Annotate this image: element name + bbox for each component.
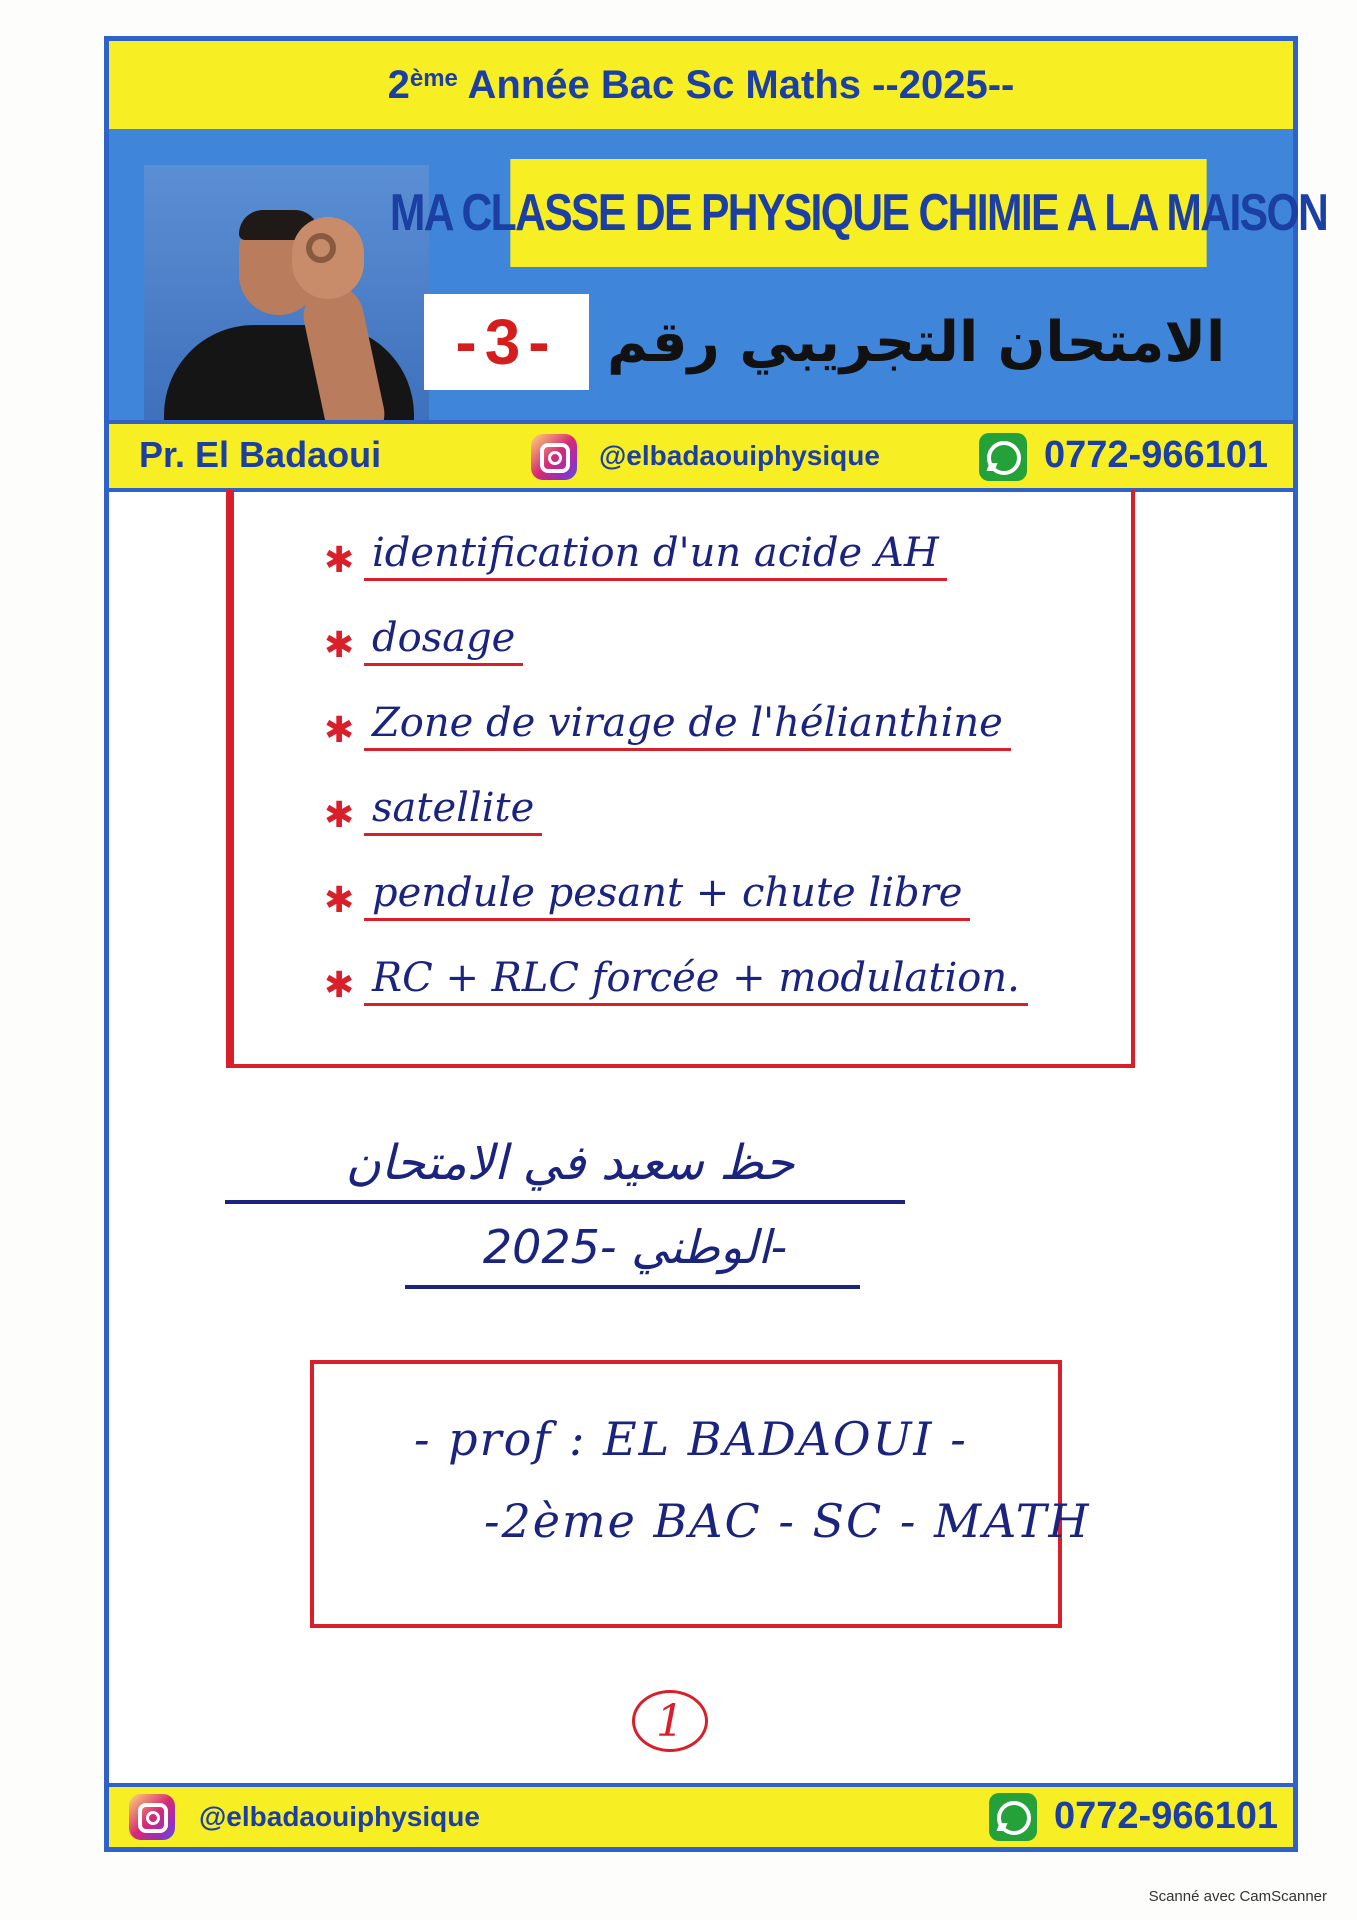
phone-number[interactable]: 0772-966101 — [1044, 434, 1268, 476]
footer-bar — [109, 1783, 1293, 1847]
exam-number: -3- — [424, 294, 589, 390]
signature-line-2: -2ème BAC - SC - MATH — [484, 1494, 1091, 1548]
asterisk-icon: ✱ — [324, 540, 355, 581]
wish-line-1: حظ سعيد في الامتحان — [345, 1135, 795, 1191]
footer-instagram-handle[interactable]: @elbadaouiphysique — [199, 1801, 480, 1832]
topics-box — [230, 490, 1135, 1068]
wish-line-2: الوطني -2025- — [482, 1220, 788, 1274]
topic-item — [324, 785, 542, 836]
asterisk-icon: ✱ — [324, 880, 355, 921]
topic-text: pendule pesant + chute libre — [364, 870, 970, 921]
topic-item — [324, 530, 947, 581]
grade-header — [109, 41, 1293, 129]
signature-line-1: - prof : EL BADAOUI - — [414, 1412, 968, 1466]
scanner-watermark: Scanné avec CamScanner — [1148, 1888, 1327, 1905]
topic-text: satellite — [364, 785, 542, 836]
grade-title: Année Bac Sc Maths --2025-- — [457, 62, 1015, 107]
instagram-handle[interactable]: @elbadaouiphysique — [599, 440, 880, 471]
banner — [109, 129, 1328, 459]
topic-item — [324, 700, 1011, 751]
grade-superscript: ème — [409, 65, 458, 92]
exam-heading — [424, 294, 1225, 390]
asterisk-icon: ✱ — [324, 625, 355, 666]
asterisk-icon: ✱ — [324, 710, 355, 751]
page-number: 1 — [632, 1690, 708, 1752]
footer-instagram-icon — [129, 1794, 175, 1840]
course-title — [389, 159, 1328, 267]
exam-label: الامتحان التجريبي رقم — [607, 309, 1226, 375]
instagram-icon — [531, 434, 577, 480]
topic-text: Zone de virage de l'hélianthine — [364, 700, 1011, 751]
whatsapp-icon — [979, 433, 1027, 481]
teacher-name: Pr. El Badaoui — [139, 434, 382, 475]
topic-item — [324, 615, 523, 666]
topic-item — [324, 955, 1028, 1006]
topic-text: identification d'un acide AH — [364, 530, 947, 581]
footer-phone-number[interactable]: 0772-966101 — [1054, 1795, 1278, 1837]
asterisk-icon: ✱ — [324, 795, 355, 836]
footer-whatsapp-icon — [989, 1793, 1037, 1841]
signature-box — [310, 1360, 1091, 1628]
wish-underline-2 — [405, 1285, 860, 1289]
wish-underline-1 — [225, 1200, 905, 1204]
info-bar — [109, 420, 1293, 492]
topic-text: dosage — [364, 615, 523, 666]
topic-item — [324, 870, 970, 921]
course-title-text: MA CLASSE DE PHYSIQUE CHIMIE A LA MAISON — [389, 184, 1328, 242]
asterisk-icon: ✱ — [324, 965, 355, 1006]
topic-text: RC + RLC forcée + modulation. — [364, 955, 1028, 1006]
grade-prefix: 2 — [387, 62, 410, 107]
teacher-photo — [144, 165, 429, 459]
